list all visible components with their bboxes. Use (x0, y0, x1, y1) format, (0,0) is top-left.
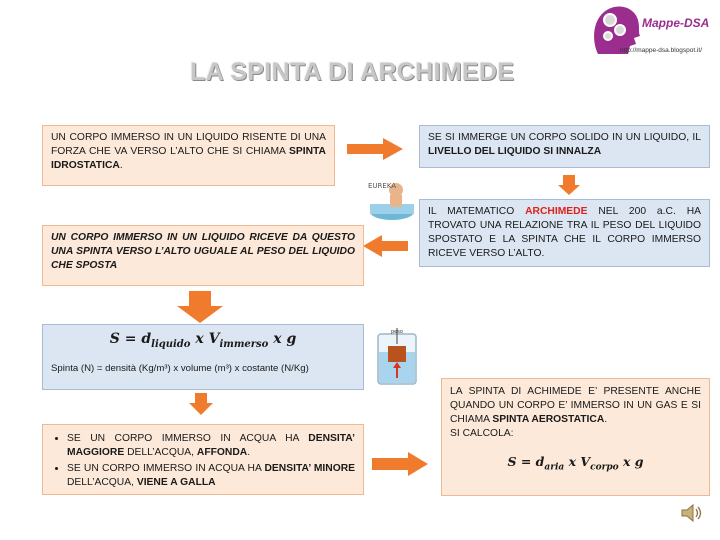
box-spinta-aerostatica (441, 378, 710, 496)
logo-url[interactable]: http://mappe-dsa.blogspot.it/ (620, 47, 703, 54)
box-archimede (419, 199, 710, 267)
formula-legend: Spinta (N) = densità (Kg/m³) x volume (m³) x costante (N/Kg) (51, 362, 309, 374)
arrow-down-icon (188, 392, 214, 416)
box3-name: ARCHIMEDE (525, 206, 588, 217)
box1-text: UN CORPO IMMERSO IN UN LIQUIDO RISENTE DI UNA FORZA CHE VA VERSO L’ALTO CHE SI CHIAMA (51, 132, 326, 157)
box3-post: NEL 200 a.C. HA TROVATO UNA RELAZIONE TRA IL PESO DEL LIQUIDO SPOSTATO E LA SPINTA CHE IL CORPO IMMERSO RICEVE VERSO L’ALTO. (428, 206, 701, 259)
list-item: • SE UN CORPO IMMERSO IN ACQUA HA DENSITA’ MINORE DELL’ACQUA, VIENE A GALLA (67, 462, 355, 490)
box1-bold: SPINTA IDROSTATICA (51, 146, 326, 171)
beaker-illustration (372, 326, 422, 388)
box7-calc: SI CALCOLA: (450, 428, 514, 439)
box4-text: UN CORPO IMMERSO IN UN LIQUIDO RICEVE DA QUESTO UNA SPINTA VERSO L’ALTO UGUALE AL PESO DEL LIQUIDO CHE SPOSTA (51, 232, 355, 271)
box2-text: SE SI IMMERGE UN CORPO SOLIDO IN UN LIQUIDO, IL (428, 132, 701, 143)
arrow-left-icon (362, 234, 410, 258)
box7-text: LA SPINTA DI ACHIMEDE E’ PRESENTE ANCHE QUANDO UN CORPO E’ IMMERSO IN UN GAS E SI CHIAMA (450, 386, 701, 425)
box-formula-liquido (42, 324, 364, 390)
page-title: LA SPINTA DI ARCHIMEDE (190, 58, 515, 86)
box3-pre: IL MATEMATICO (428, 206, 526, 217)
svg-text:EUREKA: EUREKA (368, 182, 397, 190)
arrow-right-icon (370, 451, 430, 477)
box-livello-liquido (419, 125, 710, 168)
beaker-label: peso (391, 329, 403, 335)
archimedes-bath-illustration (366, 176, 418, 224)
list-item: • SE UN CORPO IMMERSO IN ACQUA HA DENSITA’ MAGGIORE DELL’ACQUA, AFFONDA. (67, 432, 355, 460)
box7-end: . (604, 414, 608, 425)
box-densita (42, 424, 364, 495)
arrow-down-icon (557, 174, 581, 196)
box-spinta-idrostatica (42, 125, 335, 186)
mappe-dsa-logo[interactable] (588, 2, 718, 60)
formula-liquido: $S = d_{liquido}$ x $V_{immerso}$ x g (109, 331, 297, 350)
box2-bold: LIVELLO DEL LIQUIDO SI INNALZA (428, 146, 602, 157)
box7-bold: SPINTA AEROSTATICA (492, 414, 605, 425)
box-principio (42, 225, 364, 286)
arrow-down-icon (176, 290, 224, 324)
logo-name: Mappe-DSA (642, 16, 710, 30)
arrow-right-icon (345, 137, 405, 161)
speaker-icon[interactable] (680, 502, 704, 524)
formula-aria: $S = d_{aria}$ x $V_{corpo}$ x g (507, 454, 644, 473)
box1-end: . (119, 160, 123, 171)
